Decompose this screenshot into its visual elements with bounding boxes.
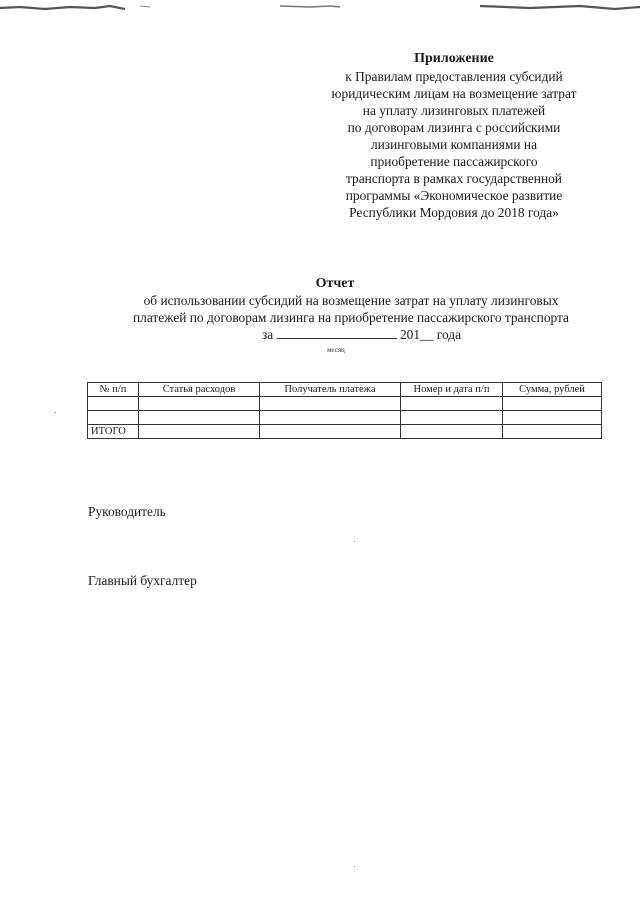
table-total-row	[88, 425, 602, 439]
appendix-line: на уплату лизинговых платежей	[362, 103, 546, 118]
appendix-line: лизинговыми компаниями на	[370, 137, 538, 152]
period-prefix: за	[262, 327, 274, 342]
appendix-line: приобретение пассажирского	[370, 154, 538, 169]
col-recipient-header: Получатель платежа	[260, 383, 401, 397]
appendix-line: транспорта в рамках государственной	[346, 171, 562, 186]
report-subtitle-line: платежей по договорам лизинга на приобретение пассажирского транспорта	[132, 310, 570, 325]
period-suffix: года	[436, 327, 462, 342]
table-row	[88, 411, 602, 425]
report-subtitle-line: об использовании субсидий на возмещение затрат на уплату лизинговых	[143, 293, 559, 308]
table-cell[interactable]	[503, 411, 602, 425]
appendix-heading: Приложение	[414, 51, 494, 66]
table-header-row	[88, 383, 602, 397]
signature-head: Руководитель	[88, 504, 166, 519]
table-cell[interactable]	[260, 411, 401, 425]
table-cell[interactable]	[503, 397, 602, 411]
report-period	[262, 327, 461, 343]
table-cell[interactable]	[260, 397, 401, 411]
scan-speck	[55, 412, 56, 413]
table-cell[interactable]	[139, 411, 260, 425]
signature-chief-accountant: Главный бухгалтер	[88, 573, 197, 588]
scan-speck	[354, 866, 355, 867]
table-cell[interactable]	[401, 411, 503, 425]
expense-table	[87, 382, 602, 439]
appendix-line: Республики Мордовия до 2018 года»	[349, 205, 559, 220]
table-cell[interactable]	[88, 397, 139, 411]
table-cell[interactable]	[401, 425, 503, 439]
total-label: ИТОГО	[88, 425, 139, 439]
period-year: 201__	[399, 327, 434, 342]
report-subtitle	[60, 292, 640, 326]
table-cell[interactable]	[139, 397, 260, 411]
appendix-line: юридическим лицам на возмещение затрат	[331, 86, 577, 101]
scan-speck	[354, 541, 355, 542]
scan-edge-artifact	[0, 0, 640, 14]
col-number-header: № п/п	[88, 383, 139, 397]
period-month-blank[interactable]	[277, 337, 397, 339]
appendix-line: программы «Экономическое развитие	[345, 188, 563, 203]
table-cell[interactable]	[139, 425, 260, 439]
col-expense-header: Статья расходов	[139, 383, 260, 397]
table-cell[interactable]	[88, 411, 139, 425]
appendix-line: к Правилам предоставления субсидий	[345, 69, 563, 84]
table-cell[interactable]	[401, 397, 503, 411]
col-payment-order-header: Номер и дата п/п	[401, 383, 503, 397]
table-row	[88, 397, 602, 411]
month-caption: месяц	[327, 346, 345, 354]
table-cell[interactable]	[503, 425, 602, 439]
report-title: Отчет	[315, 276, 355, 291]
appendix-block	[300, 50, 608, 221]
table-cell[interactable]	[260, 425, 401, 439]
col-amount-header: Сумма, рублей	[503, 383, 602, 397]
appendix-line: по договорам лизинга с российскими	[347, 120, 561, 135]
